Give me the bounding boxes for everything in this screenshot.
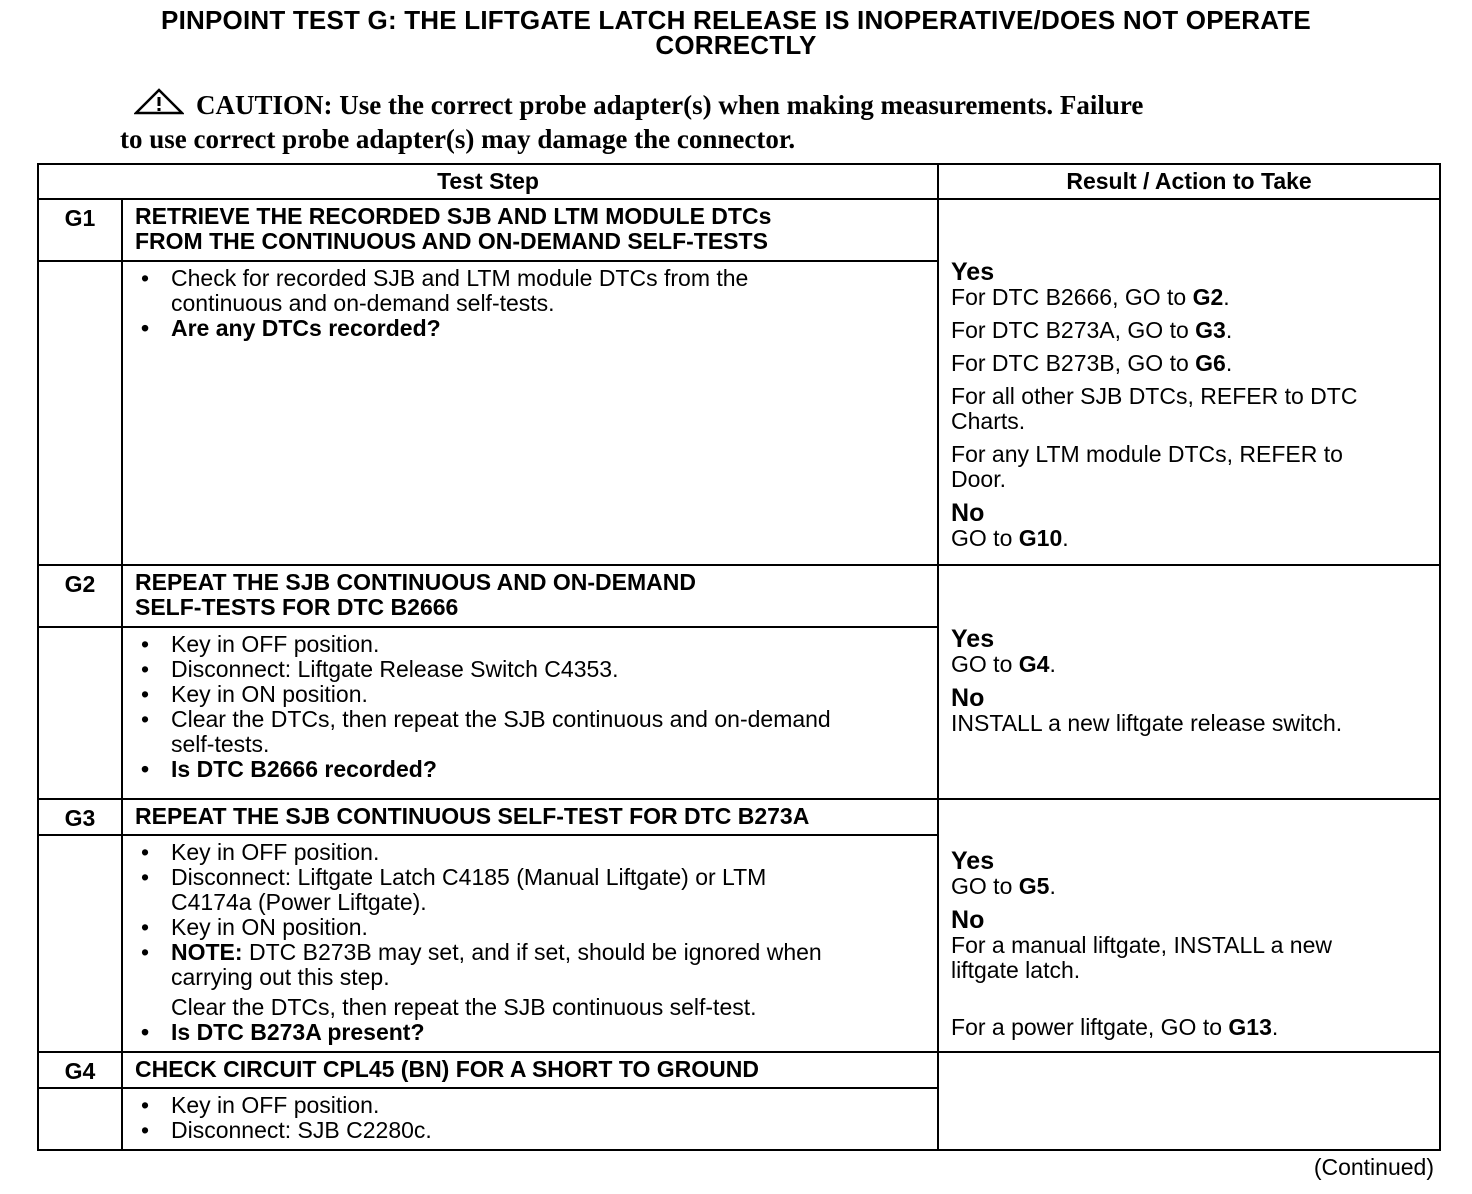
step-heading xyxy=(122,565,938,627)
step-g1-result xyxy=(938,199,1440,565)
list-item: • Key in ON position. xyxy=(135,915,927,940)
step-g3-result xyxy=(938,799,1440,1052)
column-header-result: Result / Action to Take xyxy=(938,164,1440,199)
list-item: • Is DTC B273A present? xyxy=(135,1020,927,1045)
step-heading-line: SELF-TESTS FOR DTC B2666 xyxy=(135,594,459,620)
step-heading xyxy=(122,199,938,261)
step-id: G4 xyxy=(38,1052,122,1088)
step-id: G2 xyxy=(38,565,122,627)
list-item: • Disconnect: Liftgate Latch C4185 (Manual Liftgate) or LTM C4174a (Power Liftgate). xyxy=(135,865,927,915)
list-item: • Key in OFF position. xyxy=(135,1093,927,1118)
list-item: • Clear the DTCs, then repeat the SJB continuous and on-demand self-tests. xyxy=(135,707,927,757)
result-line: GO to G4. xyxy=(951,651,1056,677)
result-yes-label: Yes xyxy=(951,258,995,286)
list-item: • Disconnect: SJB C2280c. xyxy=(135,1118,927,1143)
list-item: • Disconnect: Liftgate Release Switch C4353. xyxy=(135,657,927,682)
step-heading xyxy=(122,799,938,835)
result-no-label: No xyxy=(951,684,985,712)
result-line: For DTC B273A, GO to G3. xyxy=(951,317,1233,343)
title-line-1: PINPOINT TEST G: THE LIFTGATE LATCH RELEASE IS INOPERATIVE/DOES NOT OPERATE xyxy=(161,5,1311,35)
list-item: • Key in ON position. xyxy=(135,682,927,707)
step-heading-line: CHECK CIRCUIT CPL45 (BN) FOR A SHORT TO GROUND xyxy=(135,1056,759,1082)
pinpoint-test-table xyxy=(37,163,1441,1151)
result-no-label: No xyxy=(951,906,985,934)
list-item: • Are any DTCs recorded? xyxy=(135,316,927,341)
result-yes-label: Yes xyxy=(951,625,995,653)
list-item: • Key in OFF position. xyxy=(135,632,927,657)
list-item: • Is DTC B2666 recorded? xyxy=(135,757,927,782)
result-line: GO to G5. xyxy=(951,873,1056,899)
result-line: For a power liftgate, GO to G13. xyxy=(951,1014,1279,1040)
step-g4-heading-row xyxy=(38,1052,1440,1088)
step-body xyxy=(122,627,938,799)
result-no-label: No xyxy=(951,499,985,527)
step-id-blank xyxy=(38,261,122,565)
table-header-row xyxy=(38,164,1440,199)
column-header-test-step: Test Step xyxy=(38,164,938,199)
list-item: • NOTE: DTC B273B may set, and if set, should be ignored when carrying out this step. xyxy=(135,940,927,990)
result-yes-label: Yes xyxy=(951,847,995,875)
step-id-blank xyxy=(38,627,122,799)
list-item: Clear the DTCs, then repeat the SJB continuous self-test. xyxy=(171,994,757,1020)
step-g2-result xyxy=(938,565,1440,799)
step-body xyxy=(122,835,938,1052)
step-heading xyxy=(122,1052,938,1088)
warning-triangle-icon xyxy=(134,88,184,123)
list-item: • Check for recorded SJB and LTM module DTCs from the continuous and on-demand self-tests. xyxy=(135,266,927,316)
result-line: For any LTM module DTCs, REFER to Door. xyxy=(951,441,1343,492)
step-g3-heading-row xyxy=(38,799,1440,835)
caution-notice xyxy=(120,88,1340,155)
title-line-2: CORRECTLY xyxy=(655,30,817,60)
step-body xyxy=(122,1088,938,1150)
step-heading-line: RETRIEVE THE RECORDED SJB AND LTM MODULE DTCs xyxy=(135,203,772,229)
result-line: INSTALL a new liftgate release switch. xyxy=(951,710,1343,736)
result-line: For DTC B273B, GO to G6. xyxy=(951,350,1233,376)
step-id: G1 xyxy=(38,199,122,261)
step-id-blank xyxy=(38,835,122,1052)
result-line: For a manual liftgate, INSTALL a new liftgate latch. xyxy=(951,932,1332,983)
page-title xyxy=(40,5,1432,60)
step-heading-line: REPEAT THE SJB CONTINUOUS AND ON-DEMAND xyxy=(135,569,696,595)
step-heading-line: REPEAT THE SJB CONTINUOUS SELF-TEST FOR DTC B273A xyxy=(135,803,810,829)
continued-label: (Continued) xyxy=(1313,1154,1434,1180)
result-line: For DTC B2666, GO to G2. xyxy=(951,284,1230,310)
step-id: G3 xyxy=(38,799,122,835)
step-id-blank xyxy=(38,1088,122,1150)
step-g1-heading-row xyxy=(38,199,1440,261)
caution-line-1: CAUTION: Use the correct probe adapter(s) when making measurements. Failure xyxy=(196,90,1144,120)
step-body xyxy=(122,261,938,565)
step-g2-heading-row xyxy=(38,565,1440,627)
step-g4-result xyxy=(938,1052,1440,1150)
result-line: GO to G10. xyxy=(951,525,1069,551)
step-heading-line: FROM THE CONTINUOUS AND ON-DEMAND SELF-TESTS xyxy=(135,228,768,254)
result-line: For all other SJB DTCs, REFER to DTC Charts. xyxy=(951,383,1358,434)
list-item: • Key in OFF position. xyxy=(135,840,927,865)
caution-line-2: to use correct probe adapter(s) may damage the connector. xyxy=(120,124,796,154)
